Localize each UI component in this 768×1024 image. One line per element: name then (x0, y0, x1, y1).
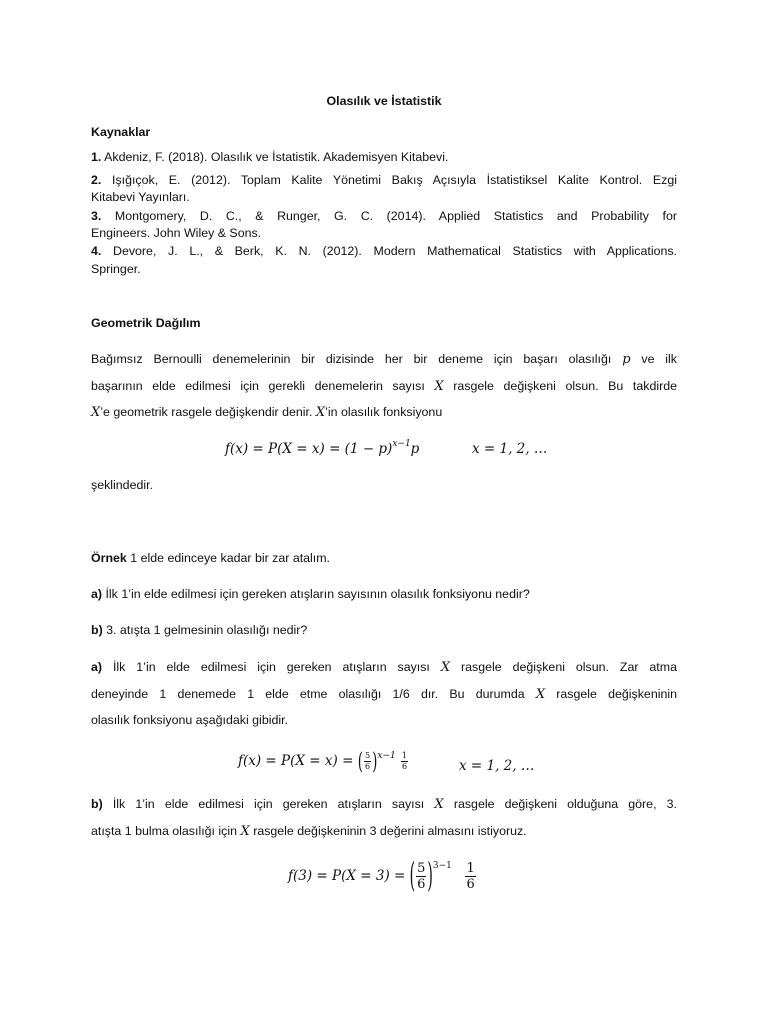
question-label: b) (91, 623, 103, 637)
section-heading: Geometrik Dağılım (91, 316, 201, 330)
math-var: X (440, 660, 451, 675)
text: rasgele değişkeni olsun. Zar atma (461, 660, 677, 674)
text: 3. atışta 1 gelmesinin olasılığı nedir? (106, 623, 308, 637)
third-throw-formula (288, 857, 477, 896)
question-b (91, 623, 677, 637)
formula-exponent: x−1 (392, 439, 411, 449)
text: İlk 1’in elde edilmesi için gereken atışların sayısı (112, 660, 430, 674)
reference-3 (91, 209, 677, 223)
formula-domain-text: x = 1, 2, … (472, 441, 548, 457)
text: rasgele değişkeninin (556, 687, 677, 701)
example-label: Örnek (91, 551, 127, 565)
paragraph-line (91, 405, 677, 420)
text: atışta 1 bulma olasılığı için (91, 824, 238, 838)
formula-tail: p (410, 441, 420, 457)
reference-3-cont: Engineers. John Wiley & Sons. (91, 226, 262, 240)
answer-label: b) (91, 797, 103, 811)
text: ve ilk (641, 352, 678, 366)
math-var: X (434, 797, 444, 812)
text: rasgele değişkeninin 3 değerini almasını istiyoruz. (253, 824, 527, 838)
answer-b-line (91, 824, 677, 839)
math-var: X (434, 379, 444, 394)
right-paren: ) (427, 857, 433, 896)
example-intro (91, 551, 677, 565)
answer-a-line (91, 660, 677, 675)
text: rasgele değişkeni olsun. Bu takdirde (453, 379, 677, 393)
references-heading: Kaynaklar (91, 125, 151, 139)
reference-1 (91, 150, 677, 164)
formula-exponent: 3−1 (432, 861, 452, 871)
math-var: p (622, 352, 631, 367)
formula-lhs: f(3) = P(X = 3) = (288, 868, 406, 884)
text: ’e geometrik rasgele değişkendir denir. (100, 405, 313, 419)
text: İlk 1’in elde edilmesi için gereken atışların sayısı (112, 797, 425, 811)
answer-a-line: olasılık fonksiyonu aşağıdaki gibidir. (91, 713, 288, 727)
math-var: X (535, 687, 546, 702)
reference-4 (91, 244, 677, 258)
formula-domain (459, 758, 534, 774)
formula-domain-text: x = 1, 2, … (459, 758, 535, 774)
reference-text: Devore, J. L., & Berk, K. N. (2012). Modern Mathematical Statistics with Applications. (113, 244, 677, 258)
paragraph-line (91, 379, 677, 394)
reference-text: Işığıçok, E. (2012). Toplam Kalite Yönetimi Bakış Açısıyla İstatistiksel Kalite Kontrol. Ezgi (112, 173, 677, 187)
paragraph-line (91, 352, 677, 367)
formula-exponent: x−1 (377, 751, 396, 761)
right-paren: ) (372, 747, 378, 776)
text: deneyinde 1 denemede 1 elde etme olasılığı 1/6 dır. Bu durumda (91, 687, 525, 701)
answer-a-line (91, 687, 677, 702)
text: rasgele değişkeni olduğuna göre, 3. (453, 797, 677, 811)
reference-text: Montgomery, D. C., & Runger, G. C. (2014). Applied Statistics and Probability for (114, 209, 677, 223)
question-a (91, 587, 677, 601)
fraction-five-sixths: $\frac{5}{6}$ (364, 751, 371, 771)
formula-lhs: f(x) = P(X = x) = (1 − p) (225, 441, 393, 457)
question-label: a) (91, 587, 103, 601)
reference-number: 2. (91, 173, 102, 187)
reference-text: Akdeniz, F. (2018). Olasılık ve İstatistik. Akademisyen Kitabevi. (104, 150, 449, 164)
reference-2-cont: Kitabevi Yayınları. (91, 190, 190, 204)
reference-number: 3. (91, 209, 102, 223)
text: İlk 1’in elde edilmesi için gereken atışların sayısının olasılık fonksiyonu nedir? (105, 587, 530, 601)
answer-b-line (91, 797, 677, 812)
paragraph-line: şeklindedir. (91, 478, 153, 492)
text: başarının elde edilmesi için gerekli denemelerin sayısı (91, 379, 425, 393)
left-paren: ( (357, 747, 363, 776)
reference-number: 1. (91, 150, 102, 164)
math-var: X (315, 405, 326, 420)
fraction-one-sixth: $\frac{1}{6}$ (401, 751, 408, 771)
math-var: X (91, 405, 101, 420)
geometric-pmf-formula (225, 441, 419, 457)
text: Bağımsız Bernoulli denemelerinin bir dizisinde her bir deneme için başarı olasılığı (91, 352, 612, 366)
formula-domain (472, 441, 547, 457)
math-var: X (240, 824, 250, 839)
document-title: Olasılık ve İstatistik (326, 94, 442, 108)
text: ’in olasılık fonksiyonu (325, 405, 443, 419)
reference-4-cont: Springer. (91, 262, 141, 276)
reference-number: 4. (91, 244, 102, 258)
left-paren: ( (409, 857, 416, 896)
fraction-one-sixth: $\frac{1}{6}$ (466, 861, 475, 892)
dice-pmf-formula (238, 747, 409, 776)
text: 1 elde edinceye kadar bir zar atalım. (130, 551, 330, 565)
formula-lhs: f(x) = P(X = x) = (238, 753, 354, 769)
answer-label: a) (91, 660, 103, 674)
fraction-five-sixths: $\frac{5}{6}$ (417, 861, 426, 892)
reference-2 (91, 173, 677, 187)
